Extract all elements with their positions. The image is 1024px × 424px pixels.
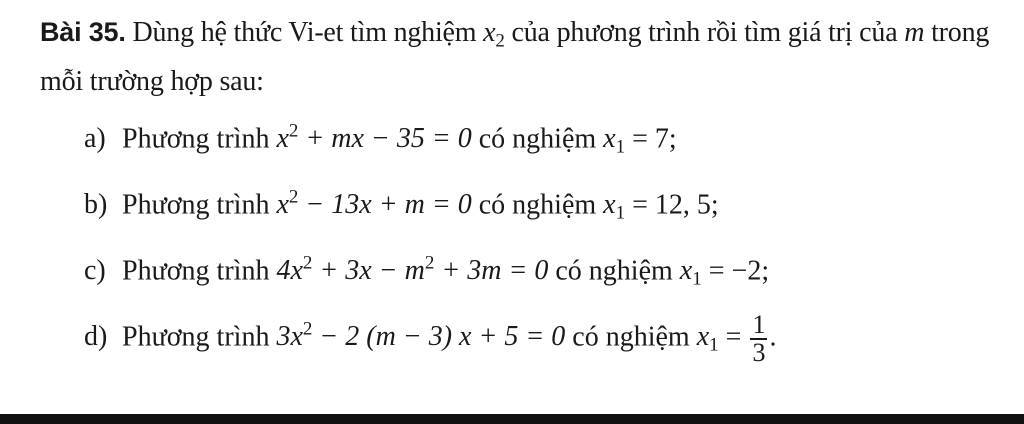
equation-exponent: 2 — [302, 319, 313, 340]
root-variable-base: x — [603, 189, 616, 221]
equation-term: − 13x + m = 0 — [298, 189, 472, 221]
list-item — [84, 244, 984, 291]
variable-x2 — [483, 17, 505, 52]
equation — [276, 321, 565, 352]
item-middle: có nghiệm — [471, 189, 604, 221]
equation-exponent: 2 — [288, 187, 299, 208]
equation-term: − 2 (m − 3) x + 5 = 0 — [312, 321, 566, 353]
bottom-border — [0, 414, 1024, 424]
item-marker: b) — [84, 189, 108, 221]
item-marker: c) — [84, 255, 106, 287]
root-variable-subscript: 1 — [692, 269, 702, 291]
item-prefix: Phương trình — [122, 321, 277, 353]
problem-text-1: Dùng hệ thức Vi-et tìm nghiệm — [132, 17, 484, 48]
root-variable-base: x — [679, 255, 693, 287]
list-item — [84, 178, 984, 225]
item-marker: d) — [84, 321, 108, 353]
fraction-denominator: 3 — [752, 338, 766, 368]
variable-x2-subscript: 2 — [495, 30, 505, 52]
root-variable-base: x — [696, 321, 710, 353]
root-variable — [696, 321, 719, 357]
item-middle: có nghiệm — [565, 321, 697, 353]
item-marker: a) — [84, 123, 106, 155]
item-prefix: Phương trình — [122, 189, 277, 221]
root-value: = 12, 5; — [625, 189, 719, 221]
item-middle: có nghiệm — [548, 255, 680, 287]
equation — [276, 255, 548, 286]
problem-text-2: của phương trình rồi tìm giá trị của — [504, 17, 905, 48]
root-variable — [603, 189, 626, 225]
root-equals: = — [718, 321, 749, 353]
equation-term: x — [276, 123, 289, 155]
equation-term: + mx − 35 = 0 — [298, 123, 472, 155]
exercise-items — [84, 112, 984, 376]
root-value: = 7; — [625, 123, 677, 155]
equation-term: 4x — [276, 255, 303, 287]
root-variable-base: x — [603, 123, 616, 155]
root-value: = −2; — [701, 255, 770, 287]
problem-label: Bài 35. — [40, 17, 126, 47]
variable-x2-base: x — [483, 17, 496, 48]
equation — [276, 123, 471, 154]
list-item — [84, 310, 984, 368]
equation-term: + 3x − m — [312, 255, 425, 287]
list-item — [84, 112, 984, 159]
equation-exponent: 2 — [424, 253, 435, 274]
root-variable-subscript: 1 — [615, 203, 626, 225]
item-middle: có nghiệm — [471, 123, 604, 155]
problem-statement — [40, 12, 1000, 102]
item-end: . — [769, 321, 777, 353]
equation-exponent: 2 — [302, 253, 313, 274]
equation — [276, 189, 471, 220]
root-variable — [679, 255, 702, 291]
root-variable — [603, 123, 626, 159]
fraction-numerator: 1 — [752, 310, 766, 340]
item-prefix: Phương trình — [122, 255, 277, 287]
equation-term: + 3m = 0 — [434, 255, 549, 287]
root-variable-subscript: 1 — [615, 137, 626, 159]
root-variable-subscript: 1 — [709, 335, 719, 357]
equation-exponent: 2 — [288, 121, 299, 142]
item-prefix: Phương trình — [122, 123, 277, 155]
problem-text-3: trong mỗi trường hợp sau: — [40, 17, 990, 97]
equation-term: x — [276, 189, 289, 221]
equation-term: 3x — [276, 321, 303, 353]
root-fraction — [750, 312, 767, 366]
variable-m: m — [904, 17, 925, 48]
